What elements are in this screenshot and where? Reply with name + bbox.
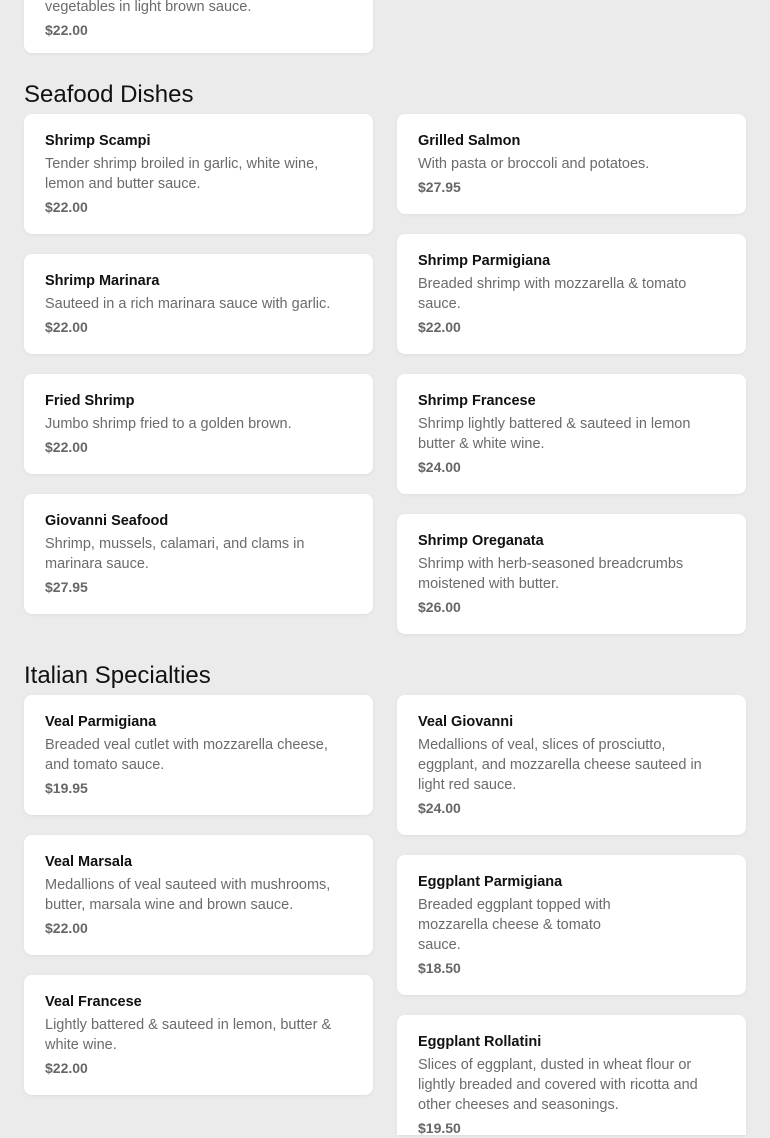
item-description: Lightly battered & sauteed in lemon, butter & white wine. <box>45 1017 332 1053</box>
item-description: Jumbo shrimp fried to a golden brown. <box>45 416 292 432</box>
item-description: With pasta or broccoli and potatoes. <box>418 156 650 172</box>
menu-item-card <box>24 0 373 53</box>
item-name: Shrimp Parmigiana <box>418 253 551 269</box>
menu-item-card <box>397 1015 746 1135</box>
menu-item-card <box>24 374 373 474</box>
menu-item-card <box>24 835 373 955</box>
item-name: Eggplant Parmigiana <box>418 874 563 890</box>
item-description: Tender shrimp broiled in garlic, white wine, lemon and butter sauce. <box>45 156 319 192</box>
menu-item-card <box>397 695 746 835</box>
item-description: Medallions of veal sauteed with mushrooms, butter, marsala wine and brown sauce. <box>45 877 331 913</box>
menu-item-card <box>24 695 373 815</box>
item-price: $22.00 <box>418 319 461 335</box>
item-name: Shrimp Scampi <box>45 133 151 149</box>
item-price: $19.50 <box>418 1120 461 1136</box>
item-name: Veal Giovanni <box>418 714 514 730</box>
menu-item-card <box>24 975 373 1095</box>
item-description: Sauteed in a rich marinara sauce with garlic. <box>45 296 331 312</box>
item-price: $22.00 <box>45 319 88 335</box>
item-description: Medallions of veal, slices of prosciutto, eggplant, and mozzarella cheese sauteed in light red sauce. <box>418 737 702 793</box>
item-description: Slices of eggplant, dusted in wheat flour or lightly breaded and covered with ricotta and other cheeses and seasonings. <box>418 1057 698 1113</box>
item-price: $24.00 <box>418 459 461 475</box>
item-name: Giovanni Seafood <box>45 513 169 529</box>
menu-item-card <box>397 514 746 634</box>
menu-item-card <box>397 234 746 354</box>
item-price: $22.00 <box>45 1060 88 1076</box>
section-title-italian: Italian Specialties <box>24 662 211 689</box>
item-price: $22.00 <box>45 199 88 215</box>
menu-item-card <box>397 374 746 494</box>
item-description: Shrimp with herb-seasoned breadcrumbs moistened with butter. <box>418 556 684 592</box>
item-description: Shrimp, mussels, calamari, and clams in marinara sauce. <box>45 536 305 572</box>
item-description: Breaded veal cutlet with mozzarella cheese, and tomato sauce. <box>45 737 328 773</box>
item-price: $18.50 <box>418 960 461 976</box>
item-name: Fried Shrimp <box>45 393 135 409</box>
item-price: $24.00 <box>418 800 461 816</box>
section-title-seafood: Seafood Dishes <box>24 81 194 108</box>
item-price: $19.95 <box>45 780 88 796</box>
menu-item-card <box>397 855 746 995</box>
item-price: $27.95 <box>418 179 461 195</box>
item-price: $22.00 <box>45 920 88 936</box>
item-description: Breaded shrimp with mozzarella & tomato sauce. <box>418 276 687 312</box>
item-name: Shrimp Marinara <box>45 273 160 289</box>
item-price: $22.00 <box>45 22 88 38</box>
menu-item-card <box>24 254 373 354</box>
item-name: Veal Parmigiana <box>45 714 157 730</box>
item-price: $27.95 <box>45 579 88 595</box>
item-name: Veal Francese <box>45 994 142 1010</box>
item-description: vegetables in light brown sauce. <box>45 0 252 15</box>
item-description: Shrimp lightly battered & sauteed in lemon butter & white wine. <box>418 416 691 452</box>
item-price: $26.00 <box>418 599 461 615</box>
menu-item-card <box>24 114 373 234</box>
item-description: Breaded eggplant topped with mozzarella cheese & tomato sauce. <box>418 897 611 953</box>
menu-item-card <box>24 494 373 614</box>
item-name: Shrimp Francese <box>418 393 536 409</box>
item-price: $22.00 <box>45 439 88 455</box>
item-name: Grilled Salmon <box>418 133 521 149</box>
item-name: Eggplant Rollatini <box>418 1034 542 1050</box>
item-name: Veal Marsala <box>45 854 133 870</box>
item-name: Shrimp Oreganata <box>418 533 544 549</box>
menu-item-card <box>397 114 746 214</box>
